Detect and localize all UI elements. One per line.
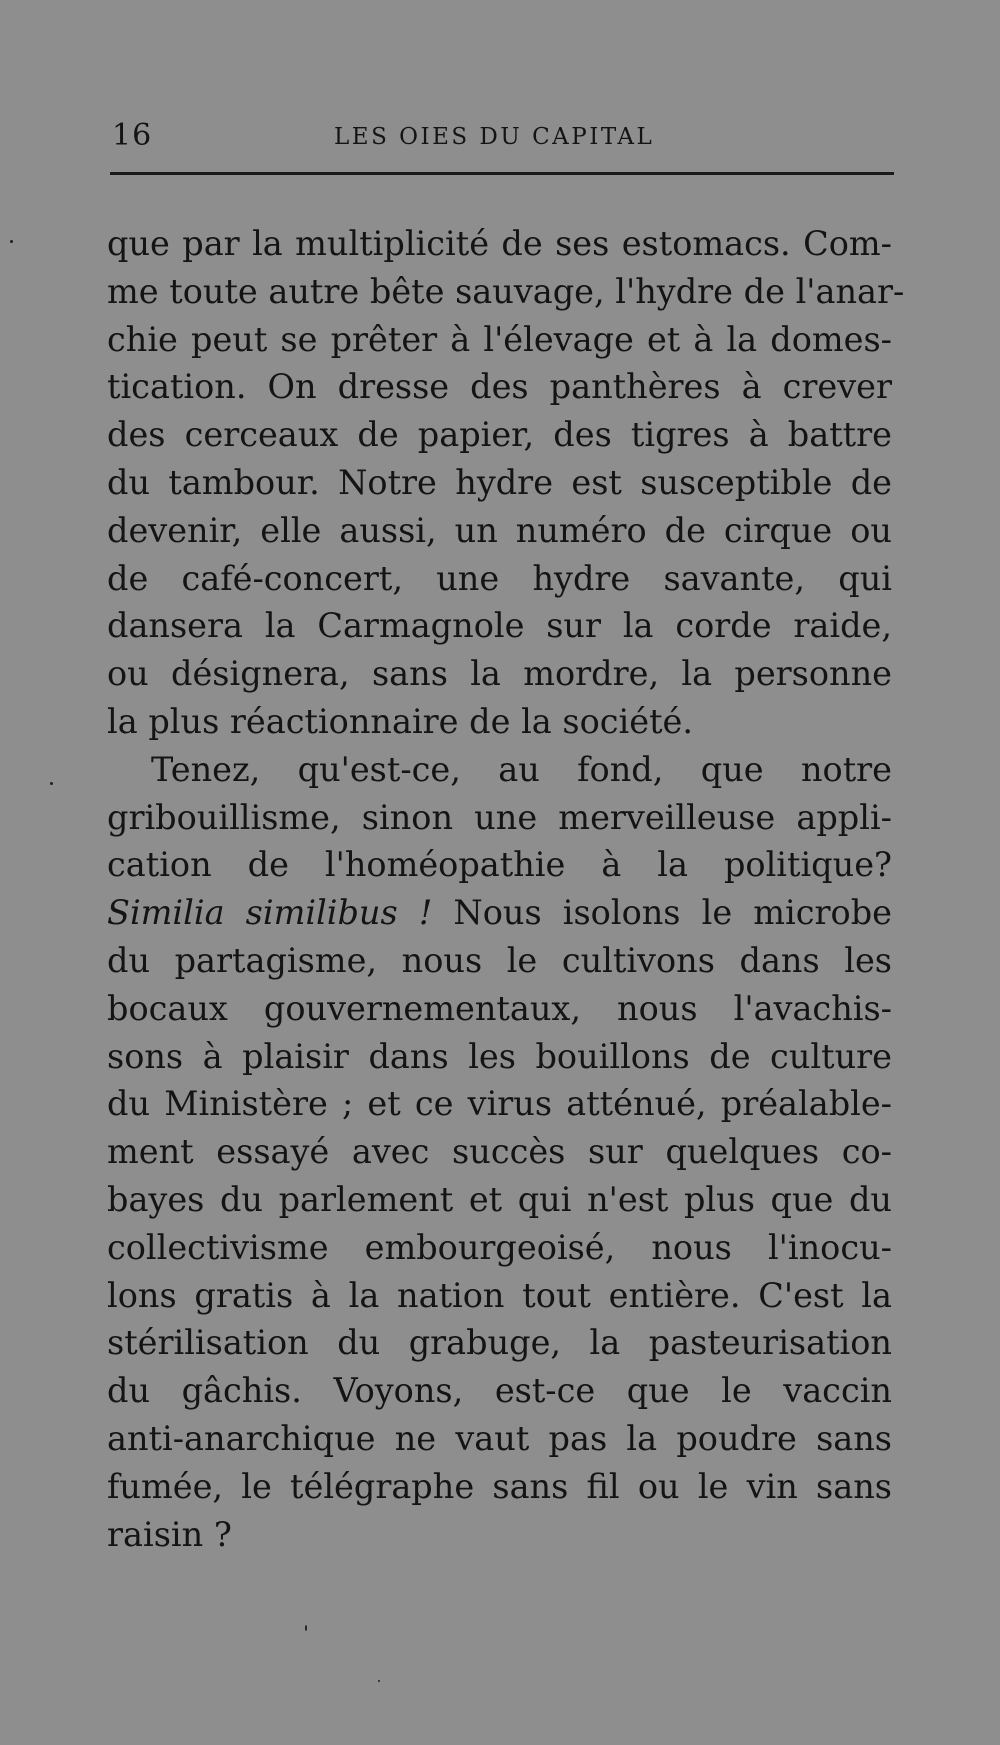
- scan-speck: [378, 1680, 380, 1682]
- text-line: du gâchis. Voyons, est-ce que le vaccin: [107, 1371, 892, 1411]
- scan-speck: [50, 782, 53, 785]
- text-line: lons gratis à la nation tout entière. C'est la: [107, 1275, 892, 1315]
- text-line: chie peut se prêter à l'élevage et à la domes-: [107, 319, 892, 359]
- text-line: gribouillisme, sinon une merveilleuse appli-: [107, 797, 892, 837]
- text-line: ment essayé avec succès sur quelques co-: [107, 1132, 892, 1172]
- scan-speck: [305, 1625, 307, 1631]
- text-line: Tenez, qu'est-ce, au fond, que notre: [151, 749, 892, 789]
- text-line: de café-concert, une hydre savante, qui: [107, 558, 892, 598]
- text-line: bocaux gouvernementaux, nous l'avachis-: [107, 988, 892, 1028]
- text-line: tication. On dresse des panthères à crever: [107, 367, 892, 407]
- header-rule: [110, 172, 894, 175]
- italic-phrase: Similia similibus !: [107, 893, 433, 933]
- text-line: sons à plaisir dans les bouillons de culture: [107, 1036, 892, 1076]
- text-line: anti-anarchique ne vaut pas la poudre sans: [107, 1418, 892, 1458]
- text-line: la plus réactionnaire de la société.: [107, 701, 694, 741]
- paragraph-2: [107, 746, 892, 1559]
- text-line: du Ministère ; et ce virus atténué, préalable-: [107, 1084, 892, 1124]
- text-line: dansera la Carmagnole sur la corde raide,: [107, 606, 892, 646]
- text-line: collectivisme embourgeoisé, nous l'inocu-: [107, 1227, 892, 1267]
- text-line: raisin ?: [107, 1514, 232, 1554]
- text-line: que par la multiplicité de ses estomacs. Com-: [107, 224, 892, 263]
- running-title: LES OIES DU CAPITAL: [334, 124, 655, 150]
- text-line: me toute autre bête sauvage, l'hydre de l'anar-: [107, 271, 905, 311]
- text-line: cation de l'homéopathie à la politique?: [107, 845, 892, 885]
- text-line: fumée, le télégraphe sans fil ou le vin sans: [107, 1466, 892, 1506]
- paragraph-1: [107, 220, 905, 746]
- body-text: [107, 220, 905, 1558]
- text-line: du partagisme, nous le cultivons dans les: [107, 940, 892, 980]
- text-line: du tambour. Notre hydre est susceptible de: [107, 462, 892, 502]
- text-line-with-italic: [107, 889, 892, 937]
- scan-speck: [10, 240, 13, 243]
- text-line: des cerceaux de papier, des tigres à battre: [107, 415, 892, 455]
- text-fragment: Nous isolons le microbe: [453, 893, 892, 933]
- text-line: devenir, elle aussi, un numéro de cirque ou: [107, 510, 892, 550]
- text-line: stérilisation du grabuge, la pasteurisation: [107, 1323, 892, 1363]
- text-line: bayes du parlement et qui n'est plus que du: [107, 1179, 892, 1219]
- page-number: 16: [112, 118, 153, 153]
- text-line: ou désignera, sans la mordre, la personne: [107, 654, 892, 694]
- running-head: [112, 118, 892, 158]
